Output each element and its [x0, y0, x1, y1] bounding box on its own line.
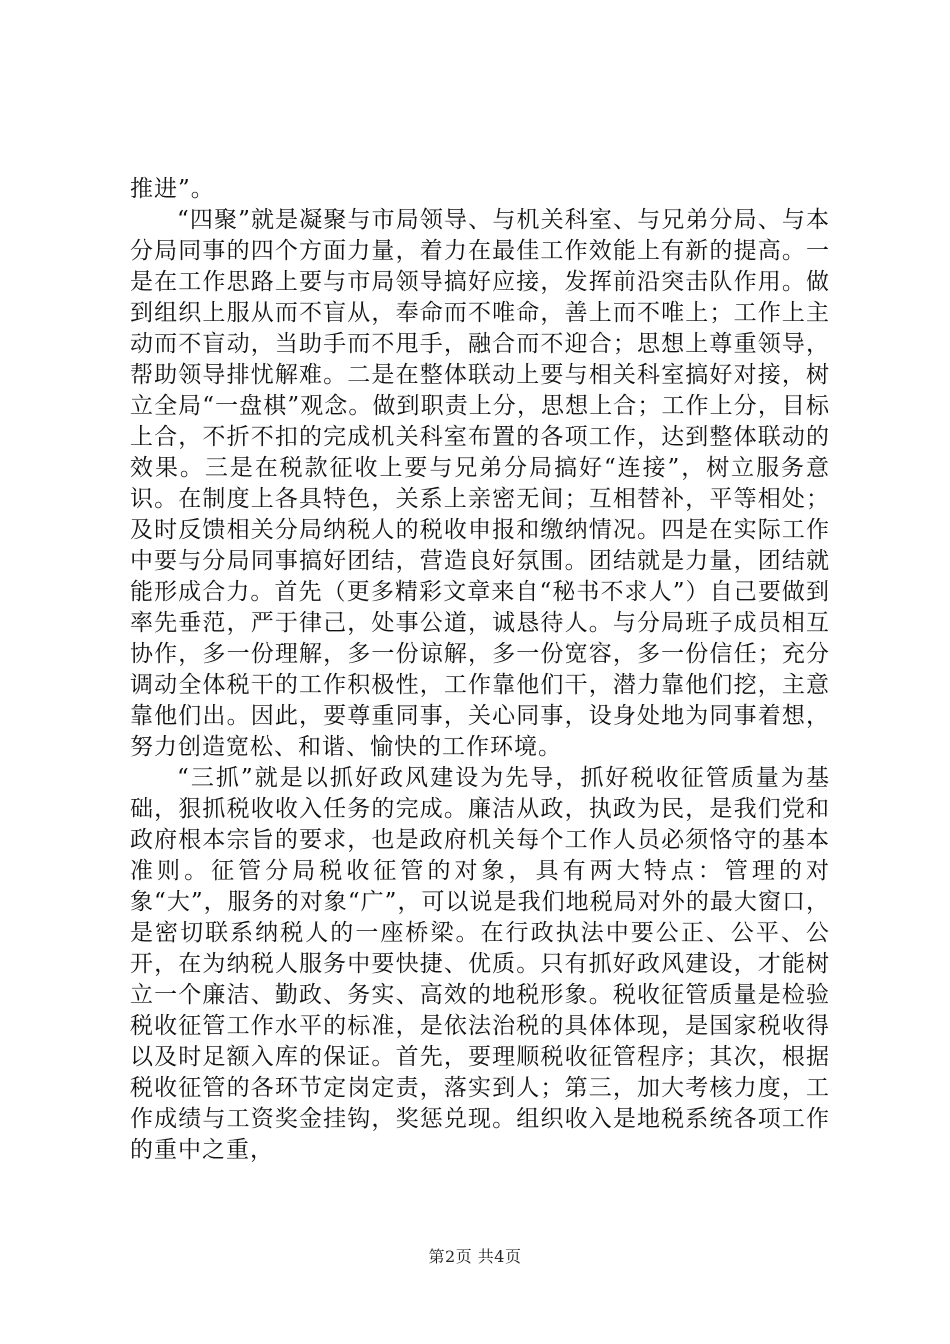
- page-footer: [0, 1244, 950, 1267]
- page-number-label: 第2页 共4页: [428, 1247, 522, 1266]
- paragraph-san-zhua: “三抓”就是以抓好政风建设为先导，抓好税收征管质量为基础，狠抓税收收入任务的完成。廉洁从政，执政为民，是我们党和政府根本宗旨的要求，也是政府机关每个工作人员必须恪守的基本准则。征管分局税收征管的对象，具有两大特点：管理的对象“大”，服务的对象“广”，可以说是我们地税局对外的最大窗口，是密切联系纳税人的一座桥梁。在行政执法中要公正、公平、公开，在为纳税人服务中要快捷、优质。只有抓好政风建设，才能树立一个廉洁、勤政、务实、高效的地税形象。税收征管质量是检验税收征管工作水平的标准，是依法治税的具体体现，是国家税收得以及时足额入库的保证。首先，要理顺税收征管程序；其次，根据税收征管的各环节定岗定责，落实到人；第三，加大考核力度，工作成绩与工资奖金挂钩，奖惩兑现。组织收入是地税系统各项工作的重中之重，: [130, 765, 830, 1163]
- paragraph-si-ju: “四聚”就是凝聚与市局领导、与机关科室、与兄弟分局、与本分局同事的四个方面力量，着力在最佳工作效能上有新的提高。一是在工作思路上要与市局领导搞好应接，发挥前沿突击队作用。做到组织上服从而不盲从，奉命而不唯命，善上而不唯上；工作上主动而不盲动，当助手而不甩手，融合而不迎合；思想上尊重领导，帮助领导排忧解难。二是在整体联动上要与相关科室搞好对接，树立全局“一盘棋”观念。做到职责上分，思想上合；工作上分，目标上合，不折不扣的完成机关科室布置的各项工作，达到整体联动的效果。三是在税款征收上要与兄弟分局搞好“连接”，树立服务意识。在制度上各具特色，关系上亲密无间；互相替补，平等相处；及时反馈相关分局纳税人的税收申报和缴纳情况。四是在实际工作中要与分局同事搞好团结，营造良好氛围。团结就是力量，团结就能形成合力。首先（更多精彩文章来自“秘书不求人”）自己要做到率先垂范，严于律己，处事公道，诚恳待人。与分局班子成员相互协作，多一份理解，多一份谅解，多一份宽容，多一份信任；充分调动全体税干的工作积极性，工作靠他们干，潜力靠他们挖，主意靠他们出。因此，要尊重同事，关心同事，设身处地为同事着想，努力创造宽松、和谐、愉快的工作环境。: [130, 207, 830, 760]
- document-body: [130, 174, 830, 1166]
- paragraph-continuation: 推进”。: [130, 176, 215, 202]
